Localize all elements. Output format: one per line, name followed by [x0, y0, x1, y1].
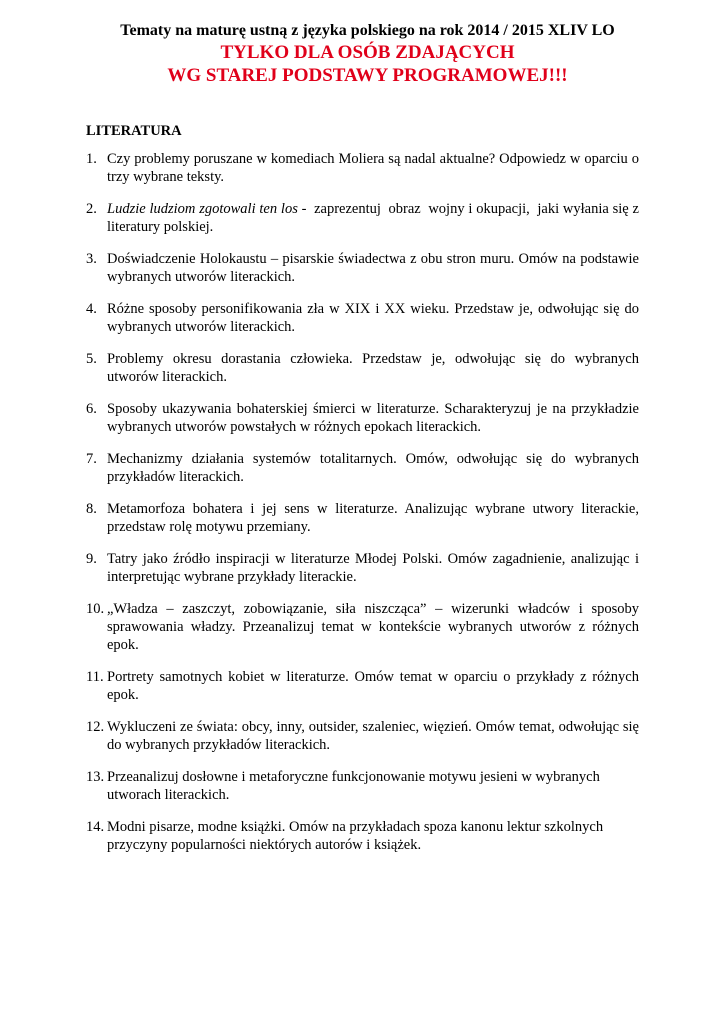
- topic-item-11: [0, 668, 639, 704]
- topic-text: Przeanalizuj dosłowne i metaforyczne funkcjonowanie motywu jesieni w wybranych utworach literackich.: [107, 769, 600, 803]
- topic-text: „Władza – zaszczyt, zobowiązanie, siła niszcząca” – wizerunki władców i sposoby sprawowania władzy. Przeanalizuj temat w kontekście wybranych utworów z różnych epok.: [107, 601, 639, 653]
- topic-number: 13.: [86, 769, 105, 785]
- topic-number: 3.: [86, 251, 97, 267]
- topic-text-rest: zaprezentuj obraz wojny i okupacji, jaki wyłania się z literatury polskiej.: [107, 201, 643, 235]
- topic-text: Problemy okresu dorastania człowieka. Przedstaw je, odwołując się do wybranych utworów literackich.: [107, 351, 639, 385]
- topic-text: Czy problemy poruszane w komediach Moliera są nadal aktualne? Odpowiedz w oparciu o trzy wybrane teksty.: [107, 151, 639, 185]
- topic-item-8: [0, 500, 639, 536]
- document-title: Tematy na maturę ustną z języka polskiego na rok 2014 / 2015 XLIV LO: [120, 22, 615, 39]
- topic-number: 6.: [86, 401, 97, 417]
- topic-item-3: [0, 250, 639, 286]
- topic-item-2: [0, 200, 643, 236]
- topic-text: Sposoby ukazywania bohaterskiej śmierci w literaturze. Scharakteryzuj je na przykładzie wybranych utworów powstałych w różnych epokach literackich.: [107, 401, 639, 435]
- topic-number: 10.: [86, 601, 105, 617]
- topic-number: 1.: [86, 151, 97, 167]
- topic-item-12: [0, 718, 639, 754]
- warning-line-1: TYLKO DLA OSÓB ZDAJĄCYCH: [220, 42, 515, 63]
- topic-item-5: [0, 350, 639, 386]
- topic-text: Portrety samotnych kobiet w literaturze. Omów temat w oparciu o przykłady z różnych epok.: [107, 669, 639, 703]
- topic-item-10: [0, 600, 639, 654]
- topic-number: 4.: [86, 301, 97, 317]
- topic-text: Tatry jako źródło inspiracji w literaturze Młodej Polski. Omów zagadnienie, analizując i interpretując wybrane przykłady literackie.: [107, 551, 639, 585]
- topic-number: 9.: [86, 551, 97, 567]
- topic-number: 7.: [86, 451, 97, 467]
- topic-item-7: [0, 450, 639, 486]
- topic-item-14: [0, 818, 639, 854]
- topic-item-4: [0, 300, 639, 336]
- topic-text: [107, 200, 643, 236]
- topic-item-13: [0, 768, 639, 804]
- warning-line-2: WG STAREJ PODSTAWY PROGRAMOWEJ!!!: [167, 65, 568, 86]
- topic-list: [0, 150, 725, 868]
- topic-text: Modni pisarze, modne książki. Omów na przykładach spoza kanonu lektur szkolnych przyczyny popularności niektórych autorów i książek.: [107, 819, 604, 853]
- topic-item-9: [0, 550, 639, 586]
- topic-number: 5.: [86, 351, 97, 367]
- topic-text: Doświadczenie Holokaustu – pisarskie świadectwa z obu stron muru. Omów na podstawie wybranych utworów literackich.: [107, 251, 639, 285]
- topic-number: 12.: [86, 719, 105, 735]
- topic-text: Metamorfoza bohatera i jej sens w literaturze. Analizując wybrane utwory literackie, przedstaw rolę motywu przemiany.: [107, 501, 639, 535]
- topic-number: 11.: [86, 669, 104, 685]
- topic-italic-quote: Ludzie ludziom zgotowali ten los -: [107, 201, 307, 217]
- topic-item-6: [0, 400, 639, 436]
- topic-number: 2.: [86, 201, 97, 217]
- section-heading: LITERATURA: [86, 123, 182, 139]
- topic-text: Różne sposoby personifikowania zła w XIX i XX wieku. Przedstaw je, odwołując się do wybranych utworów literackich.: [107, 301, 639, 335]
- topic-text: Wykluczeni ze świata: obcy, inny, outsider, szaleniec, więzień. Omów temat, odwołując się do wybranych przykładów literackich.: [107, 719, 639, 753]
- topic-item-1: [0, 150, 639, 186]
- topic-text: Mechanizmy działania systemów totalitarnych. Omów, odwołując się do wybranych przykładów literackich.: [107, 451, 639, 485]
- document-header: [0, 20, 725, 87]
- topic-number: 14.: [86, 819, 105, 835]
- topic-number: 8.: [86, 501, 97, 517]
